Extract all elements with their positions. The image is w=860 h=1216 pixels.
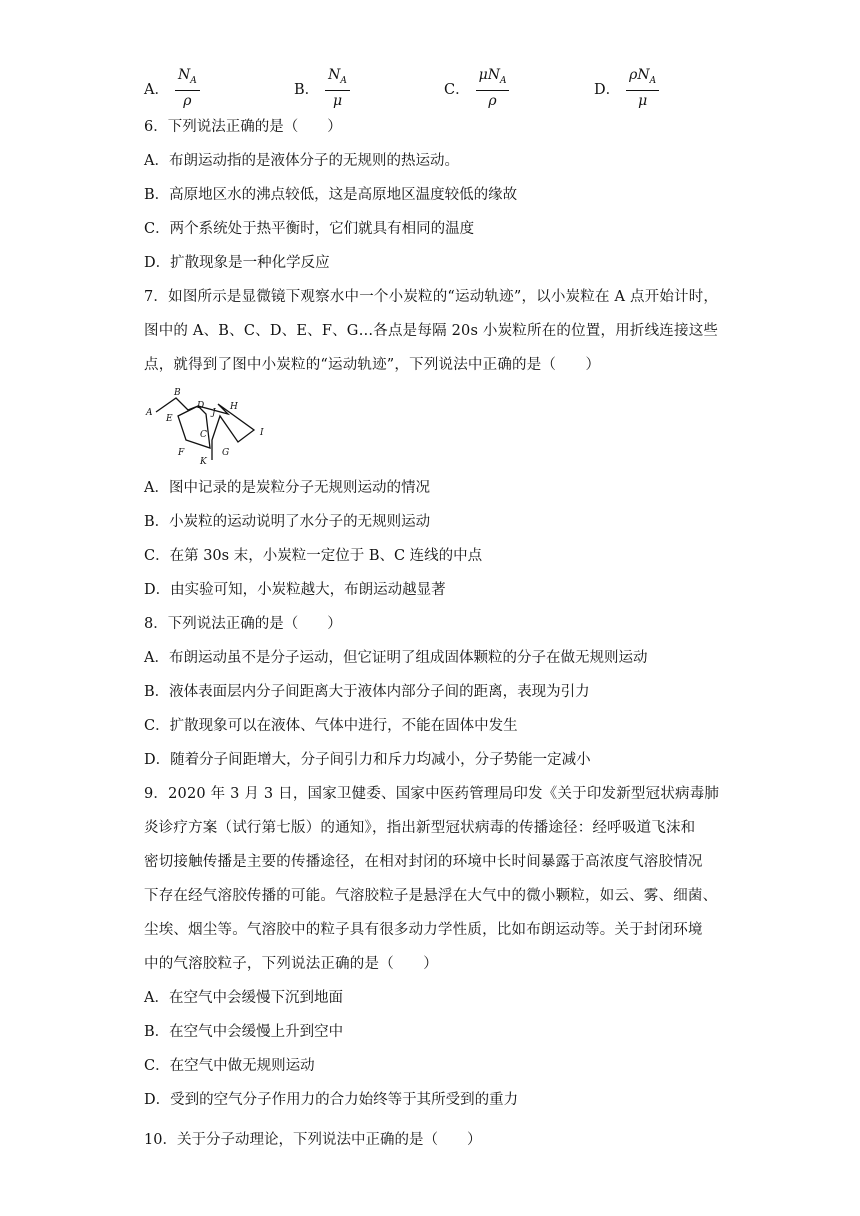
q7-label-i: I xyxy=(260,428,264,438)
q5-option-d-label: D． xyxy=(594,81,621,98)
q7-label-a: A xyxy=(146,408,153,418)
q8-stem: 8．下列说法正确的是（ ） xyxy=(144,616,342,632)
q9-stem-line-6: 中的气溶胶粒子，下列说法正确的是（ ） xyxy=(144,956,438,972)
q7-label-f: F xyxy=(178,448,185,458)
q5-option-b xyxy=(294,66,350,110)
q7-stem-line-3: 点，就得到了图中小炭粒的“运动轨迹”，下列说法中正确的是（ ） xyxy=(144,357,601,373)
q5-d-num: ρN xyxy=(629,66,650,83)
q8-option-b: B．液体表面层内分子间距离大于液体内部分子间的距离，表现为引力 xyxy=(144,684,590,700)
q5-options xyxy=(144,66,704,110)
q7-label-k: K xyxy=(200,457,207,467)
q5-option-c-label: C． xyxy=(444,81,470,98)
q5-c-num-sub: A xyxy=(499,75,507,86)
q7-label-b: B xyxy=(174,388,181,398)
q9-option-d: D．受到的空气分子作用力的合力始终等于其所受到的重力 xyxy=(144,1092,519,1108)
q6-stem: 6．下列说法正确的是（ ） xyxy=(144,119,342,135)
q5-option-d xyxy=(594,66,659,110)
q7-option-a: A．图中记录的是炭粒分子无规则运动的情况 xyxy=(144,480,430,496)
q9-stem-line-5: 尘埃、烟尘等。气溶胶中的粒子具有很多动力学性质，比如布朗运动等。关于封闭环境 xyxy=(144,922,703,938)
q6-option-c: C．两个系统处于热平衡时，它们就具有相同的温度 xyxy=(144,221,475,237)
q5-b-num: N xyxy=(328,66,341,83)
q7-option-d: D．由实验可知，小炭粒越大，布朗运动越显著 xyxy=(144,582,446,598)
q6-option-b: B．高原地区水的沸点较低，这是高原地区温度较低的缘故 xyxy=(144,187,518,203)
q5-option-c xyxy=(444,66,509,110)
q5-option-a-fraction xyxy=(175,67,200,110)
q7-label-g: G xyxy=(222,448,230,458)
q10-stem: 10．关于分子动理论，下列说法中正确的是（ ） xyxy=(144,1132,482,1148)
q5-option-a xyxy=(144,66,200,110)
q5-option-b-fraction xyxy=(325,67,350,110)
q5-d-den: μ xyxy=(638,93,648,110)
q7-trajectory-path xyxy=(156,398,254,460)
q9-option-b: B．在空气中会缓慢上升到空中 xyxy=(144,1024,344,1040)
q6-option-d: D．扩散现象是一种化学反应 xyxy=(144,255,330,271)
q5-b-den: μ xyxy=(332,93,343,110)
q5-b-num-sub: A xyxy=(340,75,347,86)
q7-label-d: D xyxy=(197,401,205,411)
q5-option-c-fraction xyxy=(476,67,510,110)
q9-option-c: C．在空气中做无规则运动 xyxy=(144,1058,315,1074)
q7-trajectory-diagram xyxy=(144,384,274,468)
q7-stem-line-2: 图中的 A、B、C、D、E、F、G…各点是每隔 20s 小炭粒所在的位置，用折线连接这些 xyxy=(144,323,719,339)
q7-stem-line-1: 7．如图所示是显微镜下观察水中一个小炭粒的“运动轨迹”，以小炭粒在 A 点开始计时， xyxy=(144,289,719,305)
q8-option-a: A．布朗运动虽不是分子运动，但它证明了组成固体颗粒的分子在做无规则运动 xyxy=(144,650,648,666)
q5-option-b-label: B． xyxy=(294,81,320,98)
q5-option-d-fraction xyxy=(626,67,659,110)
q5-option-a-label: A． xyxy=(144,81,169,98)
q5-a-num: N xyxy=(177,66,191,83)
q9-option-a: A．在空气中会缓慢下沉到地面 xyxy=(144,990,343,1006)
q7-option-b: B．小炭粒的运动说明了水分子的无规则运动 xyxy=(144,514,431,530)
q8-option-d: D．随着分子间距增大，分子间引力和斥力均减小，分子势能一定减小 xyxy=(144,752,591,768)
q9-stem-line-2: 炎诊疗方案（试行第七版）的通知》，指出新型冠状病毒的传播途径：经呼吸道飞沫和 xyxy=(144,820,696,836)
q7-label-c: C xyxy=(200,430,207,440)
q7-label-h: H xyxy=(230,402,238,412)
q9-stem-line-4: 下存在经气溶胶传播的可能。气溶胶粒子是悬浮在大气中的微小颗粒，如云、雾、细菌、 xyxy=(144,888,718,904)
q5-c-num: μN xyxy=(478,66,500,83)
q7-label-j: J xyxy=(212,408,216,418)
q9-stem-line-3: 密切接触传播是主要的传播途径，在相对封闭的环境中长时间暴露于高浓度气溶胶情况 xyxy=(144,854,703,870)
q5-a-num-sub: A xyxy=(190,75,197,86)
q8-option-c: C．扩散现象可以在液体、气体中进行，不能在固体中发生 xyxy=(144,718,518,734)
q5-d-num-sub: A xyxy=(649,75,657,86)
q6-option-a: A．布朗运动指的是液体分子的无规则的热运动。 xyxy=(144,153,459,169)
q5-c-den: ρ xyxy=(488,93,497,110)
q9-stem-line-1: 9．2020 年 3 月 3 日，国家卫健委、国家中医药管理局印发《关于印发新型冠状病毒肺 xyxy=(144,786,720,802)
q5-a-den: ρ xyxy=(183,93,192,110)
q7-label-e: E xyxy=(166,414,173,424)
q7-option-c: C．在第 30s 末，小炭粒一定位于 B、C 连线的中点 xyxy=(144,548,483,564)
